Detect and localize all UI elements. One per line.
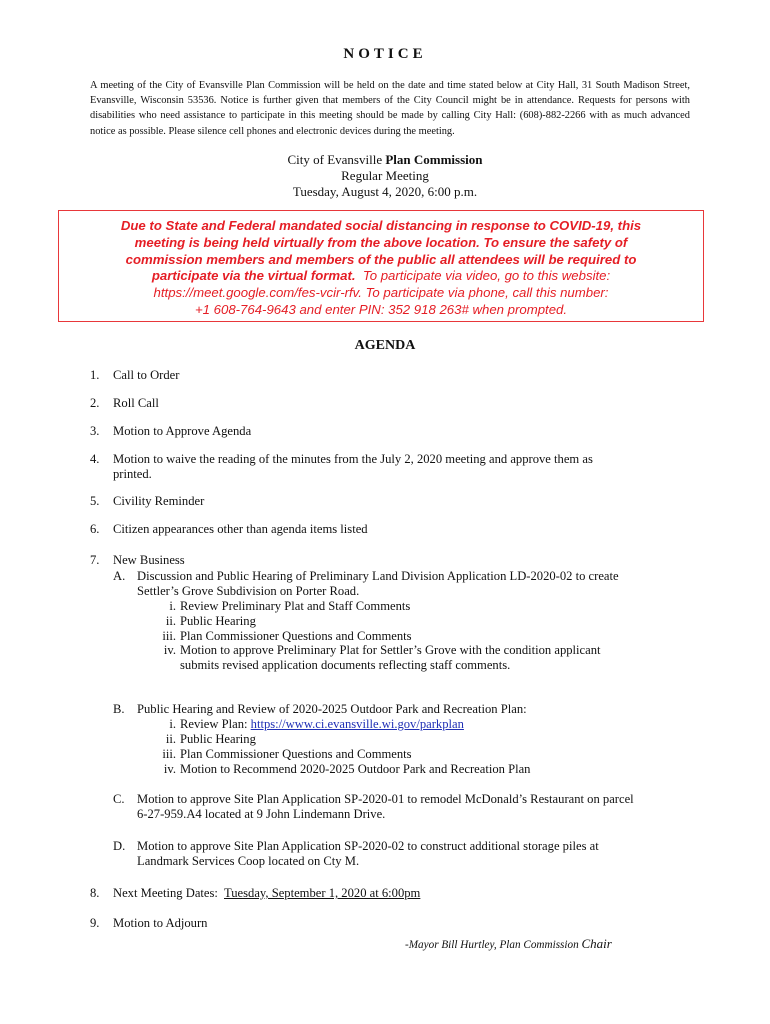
- agenda-title: AGENDA: [354, 338, 416, 353]
- sub-step: [162, 747, 412, 762]
- intro-line: Madison Street, Evansville, Wisconsin 53536. Notice is further given that members of the City Council might be in attendance.: [90, 80, 690, 107]
- item-text: Motion to Adjourn: [113, 916, 208, 930]
- sub-step: [163, 762, 531, 777]
- intro-line: (608)-882-2266 with as much advanced notice as possible. Please silence cell phones and electronic devices during the meeting.: [90, 110, 690, 137]
- sub-letter: C.: [113, 792, 125, 806]
- item-text: Motion to Approve Agenda: [113, 424, 252, 438]
- notice-intro: [90, 78, 690, 139]
- step-numeral: iii.: [162, 747, 176, 761]
- covid-line: commission members and members of the public all attendees will be required to: [125, 251, 637, 267]
- item-number: 7.: [90, 553, 100, 567]
- sub-text-line: Motion to approve Site Plan Application SP-2020-01 to remodel McDonald’s Restaurant on parcel: [137, 792, 634, 806]
- sub-text-line: Landmark Services Coop located on Cty M.: [137, 854, 360, 868]
- signature-title: Chair: [581, 936, 612, 951]
- meeting-datetime: Tuesday, August 4, 2020, 6:00 p.m.: [292, 184, 478, 199]
- item-text-label: Next Meeting Dates:: [113, 886, 218, 900]
- meeting-body-prefix: City of Evansville: [287, 152, 383, 167]
- step-text-prefix: Review Plan:: [180, 717, 248, 731]
- covid-bold-part: participate via the virtual format.: [151, 268, 356, 284]
- notice-title: NOTICE: [343, 46, 427, 62]
- step-text: Public Hearing: [180, 614, 256, 628]
- sub-text: Public Hearing and Review of 2020-2025 Outdoor Park and Recreation Plan:: [137, 702, 527, 716]
- intro-line: Requests for persons with disabilities who need assistance to participate in this meeting should be made by calling City Hall:: [90, 95, 690, 122]
- item-number: 2.: [90, 396, 100, 410]
- sub-step: [169, 717, 464, 732]
- item-number: 6.: [90, 522, 100, 536]
- sub-step: [165, 614, 256, 629]
- next-meeting-date: Tuesday, September 1, 2020 at 6:00pm: [224, 886, 421, 900]
- item-number: 5.: [90, 494, 100, 508]
- step-text: Plan Commissioner Questions and Comments: [180, 629, 412, 643]
- sub-step: [163, 643, 601, 673]
- meeting-type: Regular Meeting: [341, 168, 429, 183]
- step-numeral: iv.: [163, 762, 176, 776]
- item-number: 9.: [90, 916, 100, 930]
- step-numeral: ii.: [165, 732, 176, 746]
- item-number: 3.: [90, 424, 100, 438]
- sub-text-line: Settler’s Grove Subdivision on Porter Road.: [137, 584, 360, 598]
- meeting-body: [0, 152, 770, 168]
- item-text: [113, 452, 593, 482]
- sub-text-line: Motion to approve Site Plan Application SP-2020-02 to construct additional storage piles at: [137, 839, 599, 853]
- sub-text-line: 6-27-959.A4 located at 9 John Lindemann Drive.: [137, 807, 386, 821]
- step-text: Public Hearing: [180, 732, 256, 746]
- sub-letter: A.: [113, 569, 126, 583]
- signature-line: [405, 936, 612, 952]
- covid-line-mixed: [67, 268, 695, 285]
- sub-step: [165, 732, 256, 747]
- covid-plain-part: To participate via video, go to this website:: [362, 268, 611, 284]
- step-text-line: Motion to approve Preliminary Plat for Settler’s Grove with the condition applicant: [180, 643, 601, 657]
- covid-phone-line: +1 608-764-9643 and enter PIN: 352 918 263# when prompted.: [194, 301, 568, 317]
- sub-step: [169, 599, 411, 614]
- item-text: Call to Order: [113, 368, 180, 382]
- covid-notice-box: [58, 210, 704, 322]
- sub-text: [137, 792, 634, 822]
- item-text-line: Motion to waive the reading of the minutes from the July 2, 2020 meeting and approve them as: [113, 452, 593, 466]
- signature-name: -Mayor Bill Hurtley, Plan Commission: [405, 939, 579, 951]
- sub-step: [162, 629, 412, 644]
- step-numeral: iii.: [162, 629, 176, 643]
- step-text: Plan Commissioner Questions and Comments: [180, 747, 412, 761]
- covid-line: meeting is being held virtually from the above location. To ensure the safety of: [134, 234, 628, 250]
- item-number: 4.: [90, 452, 100, 466]
- item-text: [113, 886, 420, 901]
- covid-url-line[interactable]: https://meet.google.com/fes-vcir-rfv. To participate via phone, call this number:: [153, 285, 609, 301]
- step-numeral: i.: [169, 599, 176, 613]
- step-text: [180, 643, 601, 672]
- meeting-header: [0, 152, 770, 200]
- sub-text: [137, 839, 599, 869]
- step-numeral: ii.: [165, 614, 176, 628]
- step-text: Review Preliminary Plat and Staff Comments: [180, 599, 411, 613]
- step-numeral: i.: [169, 717, 176, 731]
- item-text-line: printed.: [113, 467, 152, 481]
- item-number: 1.: [90, 368, 100, 382]
- item-text: Roll Call: [113, 396, 159, 410]
- step-numeral: iv.: [163, 643, 176, 657]
- meeting-body-bold: Plan Commission: [385, 152, 483, 167]
- intro-line: A meeting of the City of Evansville Plan Commission will be held on the date and time stated below at City Hall, 31 South: [90, 80, 620, 91]
- sub-text: [137, 569, 619, 599]
- sub-letter: B.: [113, 702, 125, 716]
- item-text: New Business: [113, 553, 185, 567]
- parkplan-link[interactable]: https://www.ci.evansville.wi.gov/parkplan: [250, 717, 464, 731]
- item-text: Citizen appearances other than agenda items listed: [113, 522, 368, 536]
- sub-letter: D.: [113, 839, 126, 853]
- step-text-line: submits revised application documents reflecting staff comments.: [180, 658, 511, 672]
- step-text: Motion to Recommend 2020-2025 Outdoor Park and Recreation Plan: [180, 762, 531, 776]
- step-text: [180, 717, 464, 731]
- item-text: Civility Reminder: [113, 494, 205, 508]
- sub-text-line: Discussion and Public Hearing of Preliminary Land Division Application LD-2020-02 to create: [137, 569, 619, 583]
- covid-line: Due to State and Federal mandated social distancing in response to COVID-19, this: [120, 218, 642, 233]
- item-number: 8.: [90, 886, 100, 900]
